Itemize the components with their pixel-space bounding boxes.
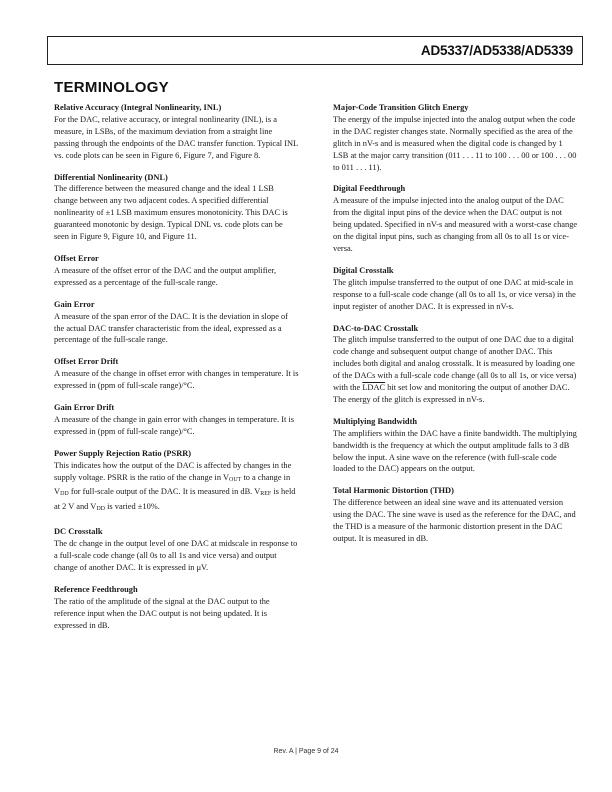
entry-gain-error (54, 299, 299, 347)
definition-text: for full-scale output of the DAC. It is measured in dB. V (68, 487, 261, 497)
term-definition: A measure of the change in gain error with changes in temperature. It is expressed in (ppm of full-scale range)/°C. (54, 414, 294, 436)
term-heading: Offset Error Drift (54, 357, 119, 367)
entry-relative-accuracy (54, 102, 299, 162)
term-heading: Gain Error Drift (54, 403, 115, 413)
subscript: DD (60, 491, 69, 498)
term-definition: The difference between an ideal sine wave and its attenuated version using the DAC. The sine wave is used as the reference for the DAC, and the THD is a measure of the harmonic distortion present in the DAC output. It is measured in dB. (333, 498, 576, 543)
term-definition: The glitch impulse transferred to the output of one DAC at mid-scale in response to a full-scale code change (all 0s to all 1s, or vice versa) in the input register of another DAC. It is expressed in nV-s. (333, 277, 576, 311)
term-heading: Digital Crosstalk (333, 265, 394, 275)
term-definition (333, 334, 580, 405)
right-column (333, 102, 580, 555)
entry-multiplying-bandwidth (333, 416, 580, 476)
term-heading: DC Crosstalk (54, 527, 103, 537)
term-heading: Offset Error (54, 253, 99, 263)
term-heading: Digital Feedthrough (333, 184, 406, 194)
header-box (47, 36, 583, 65)
entry-reference-feedthrough (54, 584, 299, 632)
ldac-signal: LDAC (362, 383, 386, 393)
entry-glitch-energy (333, 102, 580, 173)
entry-gain-error-drift (54, 402, 299, 438)
definition-text: is varied ±10%. (105, 502, 160, 512)
subscript: OUT (229, 476, 242, 483)
entry-digital-crosstalk (333, 265, 580, 313)
entry-dc-crosstalk (54, 526, 299, 574)
subscript: REF (260, 491, 272, 498)
term-heading: Gain Error (54, 299, 95, 309)
document-title: AD5337/AD5338/AD5339 (420, 43, 573, 58)
definition-text: to a change in V (54, 472, 291, 497)
entry-dnl (54, 172, 299, 243)
entry-psrr (54, 448, 299, 517)
entry-thd (333, 485, 580, 545)
definition-text: The glitch impulse transferred to the output of one DAC due to a digital code change and subsequent output change of another DAC. This includes both digital and analog crosstalk. It is measured by loading one of the DACs with a full-scale code change (all 0s to all 1s, or vice versa) with the (333, 335, 577, 393)
term-heading: Differential Nonlinearity (DNL) (54, 172, 168, 182)
term-definition: A measure of the offset error of the DAC and the output amplifier, expressed as a percentage of the full-scale range. (54, 265, 277, 287)
term-definition: A measure of the impulse injected into the analog output of the DAC from the digital input pins of the device when the DAC output is not being updated. Specified in nV-s and measured with a worst-case change on the digital input pins, such as changing from all 0s to all 1s or vice-versa. (333, 196, 578, 253)
term-heading: Relative Accuracy (Integral Nonlinearity, INL) (54, 103, 222, 112)
term-heading: Power Supply Rejection Ratio (PSRR) (54, 448, 192, 458)
entry-dac-to-dac-crosstalk (333, 323, 580, 406)
subscript: DD (96, 506, 106, 513)
entry-offset-error-drift (54, 356, 299, 392)
term-definition (54, 460, 299, 517)
definition-text: This indicates how the output of the DAC is affected by changes in the supply voltage. PSRR is the ratio of the change in V (54, 460, 292, 482)
term-definition: The ratio of the amplitude of the signal at the DAC output to the reference input when the DAC output is not being updated. It is expressed in dB. (54, 596, 270, 630)
term-definition: The energy of the impulse injected into the analog output when the code in the DAC register changes state. Normally specified as the area of the glitch in nV-s and is measured when the digital code is changed by 1 LSB at the major carry transition (011 . . . 11 to 100 . . . 00 or 100 . . . 00 to 011 . . . 11). (333, 114, 577, 172)
term-definition: The difference between the measured change and the ideal 1 LSB change between any two adjacent codes. A specified differential nonlinearity of ±1 LSB maximum ensures monotonicity. This DAC is guaranteed monotonic by design. Typical DNL vs. code plots can be seen in Figure 9, Figure 10, and Figure 11. (54, 184, 288, 242)
term-definition: The amplifiers within the DAC have a finite bandwidth. The multiplying bandwidth is the frequency at which the output amplitude falls to 3 dB below the input. A sine wave on the reference (with full-scale code loaded to the DAC) appears on the output. (333, 428, 577, 474)
left-column (54, 102, 299, 642)
definition-text: is held at 2 V and V (54, 487, 296, 512)
term-heading: Reference Feedthrough (54, 584, 138, 594)
term-definition: A measure of the span error of the DAC. It is the deviation in slope of the actual DAC transfer characteristic from the ideal, expressed as a percentage of the full-scale range. (54, 311, 288, 345)
term-heading: Total Harmonic Distortion (THD) (333, 486, 454, 496)
term-definition: The dc change in the output level of one DAC at midscale in response to a full-scale code change (all 0s to all 1s and vice versa) and output change of another DAC. It is expressed in μV. (54, 539, 298, 572)
term-heading: Major-Code Transition Glitch Energy (333, 103, 469, 112)
entry-offset-error (54, 253, 299, 289)
term-definition: For the DAC, relative accuracy, or integral nonlinearity (INL), is a measure, in LSBs, of the maximum deviation from a straight line passing through the endpoints of the DAC transfer function. Typical INL vs. code plots can be seen in Figure 6, Figure 7, and Figure 8. (54, 114, 298, 160)
section-title: TERMINOLOGY (54, 79, 169, 96)
definition-text: bit set low and monitoring the output of another DAC. The energy of the glitch is expressed in nV-s. (333, 383, 570, 404)
term-heading: DAC-to-DAC Crosstalk (333, 323, 419, 333)
page-footer: Rev. A | Page 9 of 24 (273, 748, 339, 755)
term-definition: A measure of the change in offset error with changes in temperature. It is expressed in (ppm of full-scale range)/°C. (54, 369, 299, 391)
entry-digital-feedthrough (333, 183, 580, 254)
term-heading: Multiplying Bandwidth (333, 416, 418, 426)
